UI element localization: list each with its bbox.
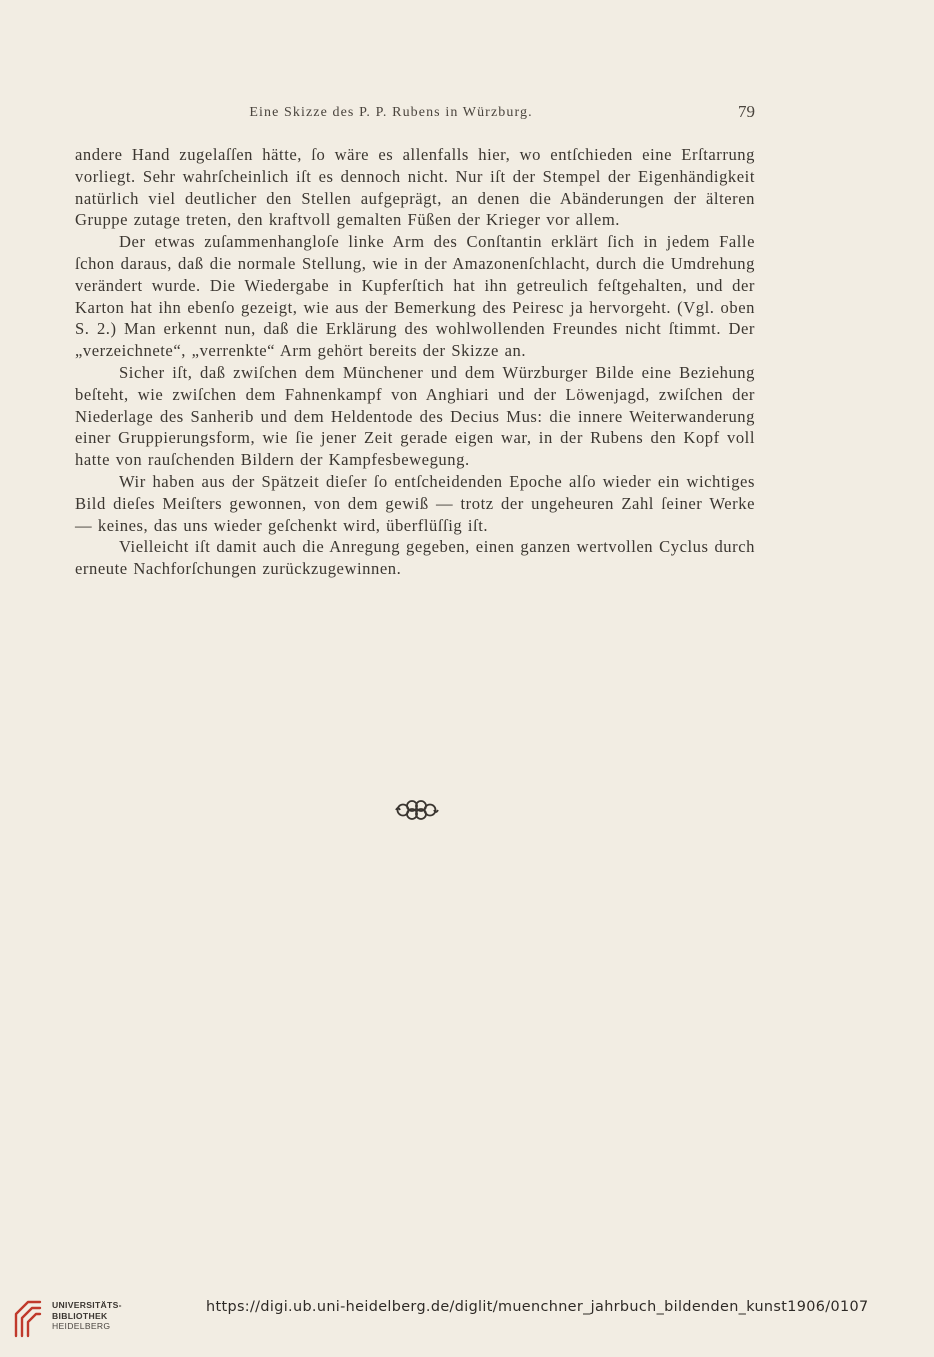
library-logo[interactable] [10, 1296, 140, 1342]
logo-line-3: HEIDELBERG [52, 1321, 111, 1332]
paragraph-2: Der etwas zuſammenhangloſe linke Arm des Conſtantin erklärt ſich in jedem Falle ſchon daraus, daß die normale Stellung, wie in der Amazonenſchlacht, durch die Umdrehung verändert wurde. Die Wiedergabe in Kupferſtich hat ihn getreulich feſtgehalten, und der Karton hat ihn ebenſo gezeigt, wie aus der Bemerkung des Peiresc ja hervorgeht. (Vgl. oben S. 2.) Man erkennt nun, daß die Erklärung des wohlwollenden Freundes nicht ſtimmt. Der „verzeichnete“, „verrenkte“ Arm gehört bereits der Skizze an. [75, 232, 755, 361]
library-logo-icon [10, 1296, 46, 1340]
paragraph-4: Wir haben aus der Spätzeit dieſer ſo entſcheidenden Epoche alſo wieder ein wichtiges Bild dieſes Meiſters gewonnen, von dem gewiß — trotz der ungeheuren Zahl ſeiner Werke — keines, das uns wieder geſchenkt wird, überflüſſig iſt. [75, 471, 755, 535]
printers-ornament-icon [392, 798, 442, 822]
body-text [75, 144, 755, 580]
logo-line-1: UNIVERSITÄTS- [52, 1300, 122, 1310]
paragraph-5: Vielleicht iſt damit auch die Anregung gegeben, einen ganzen wertvollen Cyclus durch erneute Nachforſchungen zurückzugewinnen. [75, 537, 755, 579]
page-header [75, 100, 755, 126]
logo-line-2: BIBLIOTHEK [52, 1310, 108, 1321]
library-logo-text [52, 1300, 122, 1332]
ornament-graphic [392, 798, 442, 822]
paragraph-1: andere Hand zugelaſſen hätte, ſo wäre es allenfalls hier, wo entſchieden eine Erſtarrung vorliegt. Sehr wahrſcheinlich iſt es dennoch nicht. Nur iſt der Stempel der Eigenhändigkeit natürlich viel deutlicher den Stellen aufgeprägt, an denen die Abänderungen der älteren Gruppe zutage treten, den kraftvoll gemalten Füßen der Krieger vor allem. [75, 145, 755, 230]
permalink-url[interactable]: https://digi.ub.uni-heidelberg.de/diglit/muenchner_jahrbuch_bildenden_kunst1906/0107 [206, 1299, 869, 1315]
running-title: Eine Skizze des P. P. Rubens in Würzburg. [249, 105, 533, 120]
page-number: 79 [738, 102, 755, 121]
paragraph-3: Sicher iſt, daß zwiſchen dem Münchener und dem Würzburger Bilde eine Beziehung beſteht, wie zwiſchen dem Fahnenkampf von Anghiari und der Löwenjagd, zwiſchen der Niederlage des Sanherib und dem Heldentode des Decius Mus: die innere Weiterwanderung einer Gruppierungsform, wie ſie jener Zeit gerade eigen war, in der Rubens den Kopf voll hatte von rauſchenden Bildern der Kampfesbewegung. [75, 362, 755, 470]
